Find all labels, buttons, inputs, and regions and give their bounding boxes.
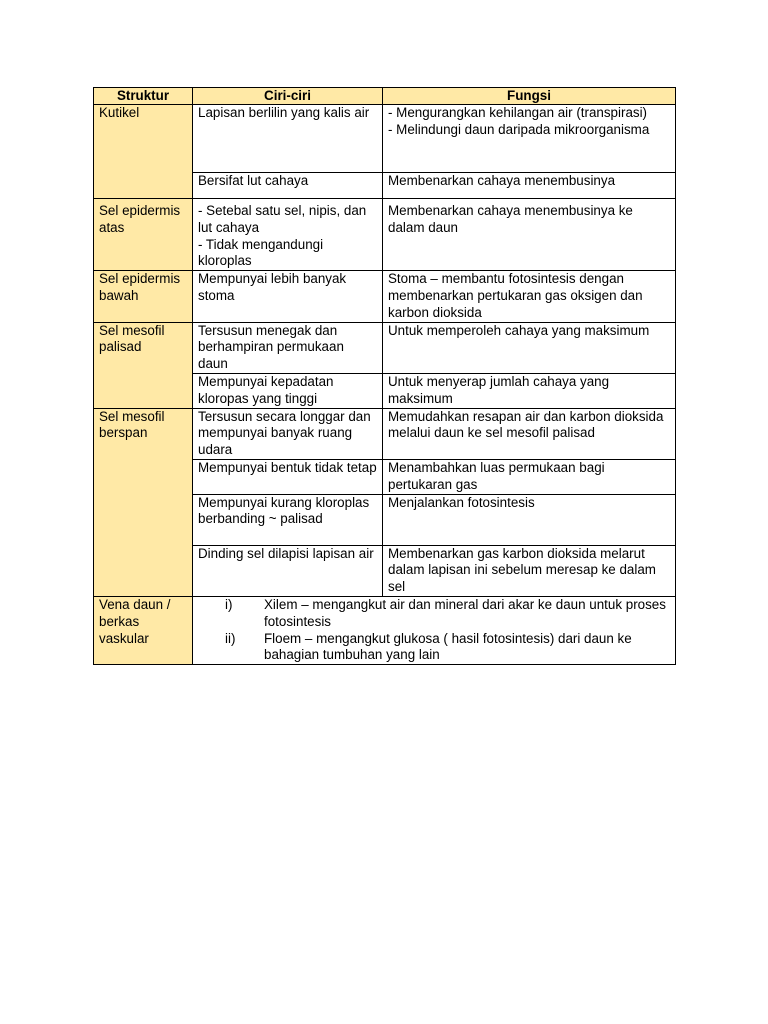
struktur-vena-daun: Vena daun / berkas vaskular — [94, 596, 193, 664]
ciri-line: - Setebal satu sel, nipis, dan lut cahaya — [198, 203, 367, 235]
table-row — [94, 322, 676, 373]
list-text: Floem – mengangkut glukosa ( hasil fotosintesis) dari daun ke bahagian tumbuhan yang lain — [264, 630, 632, 663]
fungsi-cell: Membenarkan cahaya menembusinya — [383, 173, 676, 199]
ciri-cell: Tersusun menegak dan berhampiran permukaan daun — [193, 322, 383, 373]
struktur-mesofil-berspan: Sel mesofil berspan — [94, 408, 193, 596]
ciri-cell: Mempunyai kurang kloroplas berbanding ~ palisad — [193, 494, 383, 545]
ciri-cell: Dinding sel dilapisi lapisan air — [193, 545, 383, 596]
ciri-cell: Mempunyai bentuk tidak tetap — [193, 459, 383, 494]
fungsi-line: - Melindungi daun daripada mikroorganisma — [388, 121, 650, 137]
fungsi-cell: Untuk menyerap jumlah cahaya yang maksimum — [383, 373, 676, 408]
table-row — [94, 105, 676, 173]
struktur-mesofil-palisad: Sel mesofil palisad — [94, 322, 193, 408]
vena-content — [193, 596, 676, 664]
table-row — [94, 408, 676, 459]
vena-list — [198, 597, 670, 664]
table-row — [94, 271, 676, 322]
struktur-epidermis-bawah: Sel epidermis bawah — [94, 271, 193, 322]
fungsi-cell: Memudahkan resapan air dan karbon dioksida melalui daun ke sel mesofil palisad — [383, 408, 676, 459]
list-number: i) — [225, 596, 233, 612]
header-row — [94, 88, 676, 105]
ciri-cell: Mempunyai kepadatan kloropas yang tinggi — [193, 373, 383, 408]
fungsi-cell: Menambahkan luas permukaan bagi pertukaran gas — [383, 459, 676, 494]
list-item — [198, 597, 670, 631]
list-number: ii) — [225, 630, 236, 646]
ciri-cell: Lapisan berlilin yang kalis air — [193, 105, 383, 173]
ciri-cell: Mempunyai lebih banyak stoma — [193, 271, 383, 322]
table-row — [94, 596, 676, 664]
struktur-kutikel: Kutikel — [94, 105, 193, 199]
ciri-cell — [193, 199, 383, 271]
header-fungsi: Fungsi — [383, 88, 676, 105]
fungsi-line: - Mengurangkan kehilangan air (transpirasi) — [388, 105, 648, 120]
fungsi-cell: Untuk memperoleh cahaya yang maksimum — [383, 322, 676, 373]
header-ciri-ciri: Ciri-ciri — [193, 88, 383, 105]
fungsi-cell: Membenarkan cahaya menembusinya ke dalam daun — [383, 199, 676, 271]
fungsi-cell — [383, 105, 676, 173]
ciri-line: - Tidak mengandungi kloroplas — [198, 236, 324, 269]
header-struktur: Struktur — [94, 88, 193, 105]
fungsi-cell: Membenarkan gas karbon dioksida melarut dalam lapisan ini sebelum meresap ke dalam sel — [383, 545, 676, 596]
ciri-cell: Bersifat lut cahaya — [193, 173, 383, 199]
table-row — [94, 199, 676, 271]
leaf-structure-table — [93, 87, 676, 665]
list-item — [198, 631, 670, 665]
fungsi-cell: Menjalankan fotosintesis — [383, 494, 676, 545]
list-text: Xilem – mengangkut air dan mineral dari akar ke daun untuk proses fotosintesis — [264, 596, 666, 629]
struktur-epidermis-atas: Sel epidermis atas — [94, 199, 193, 271]
fungsi-cell: Stoma – membantu fotosintesis dengan membenarkan pertukaran gas oksigen dan karbon dioksida — [383, 271, 676, 322]
ciri-cell: Tersusun secara longgar dan mempunyai banyak ruang udara — [193, 408, 383, 459]
